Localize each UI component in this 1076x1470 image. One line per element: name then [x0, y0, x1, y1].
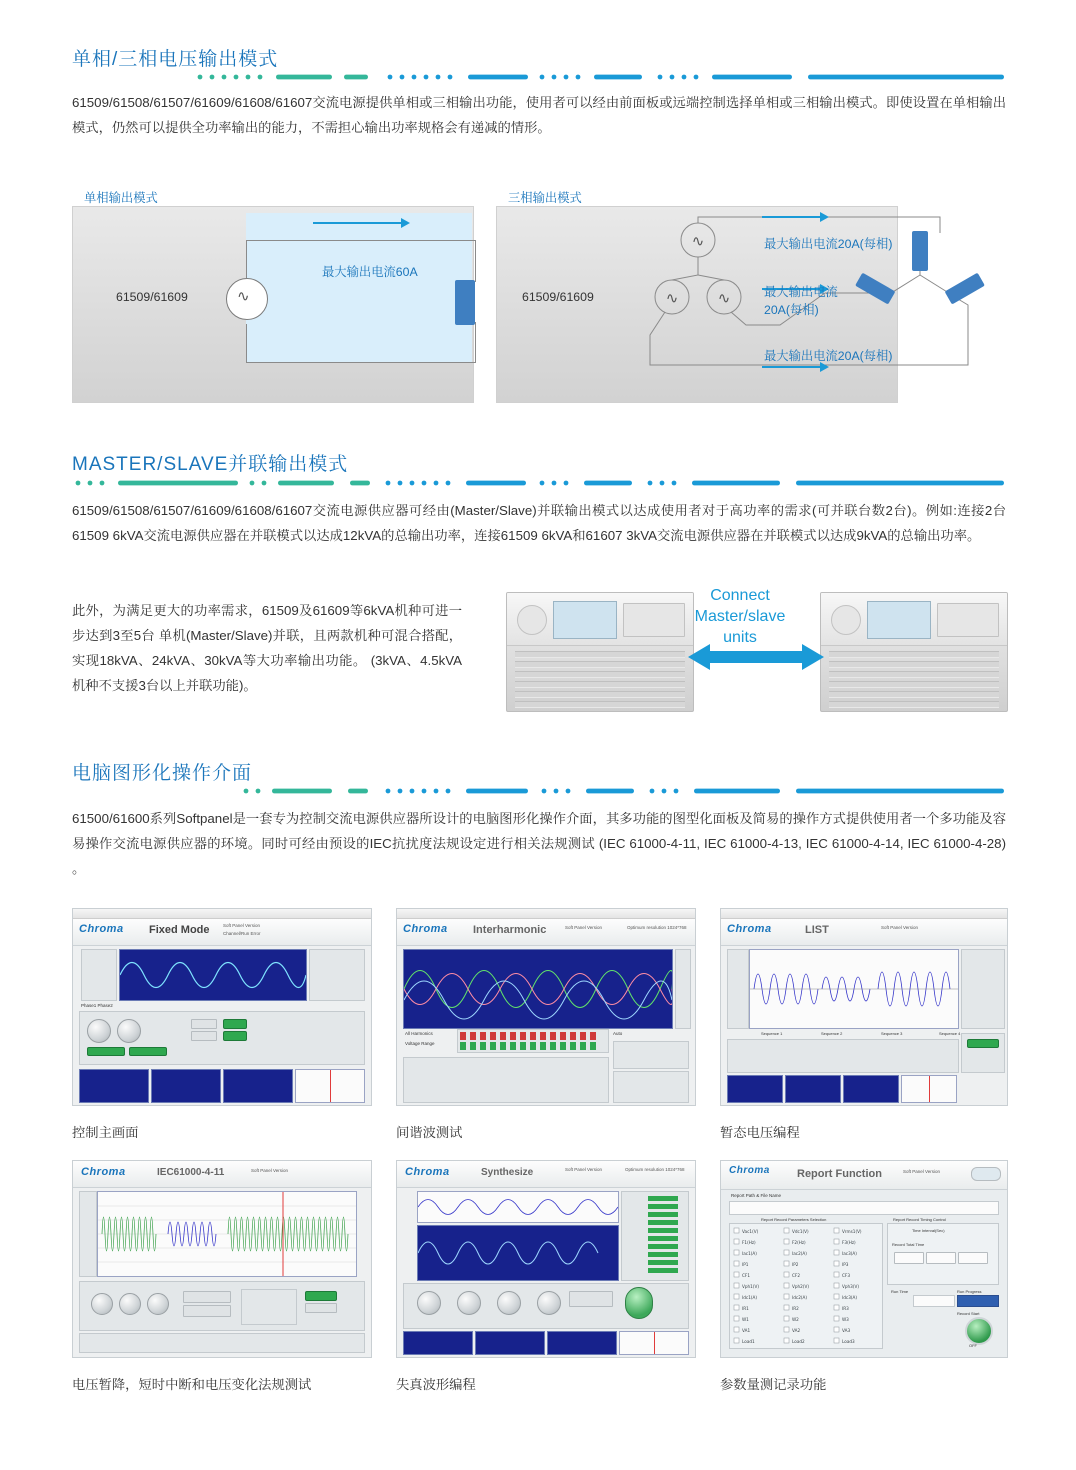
svg-text:Vph1(V): Vph1(V) [742, 1284, 759, 1289]
meter-plot-4 [619, 1331, 689, 1355]
meter-plot-1 [403, 1331, 473, 1355]
ac-source-unit-left [506, 592, 694, 712]
shot-field-version: Soft Panel Version [223, 923, 261, 928]
sequence-3-header: Sequence 3 [881, 1031, 903, 1036]
cursor-line [929, 1076, 930, 1102]
shot-field-resolution: Channel/Run Error [223, 931, 261, 936]
shot-field-version: Soft Panel Version [903, 1169, 941, 1174]
label-report-path: Report Path & File Name [731, 1193, 782, 1198]
total-time-minutes-input[interactable] [926, 1252, 956, 1264]
three-phase-arrow-line-3 [762, 366, 820, 368]
harmonic-list-panel[interactable] [621, 1191, 689, 1281]
run-button[interactable] [305, 1291, 337, 1301]
set-button[interactable] [129, 1047, 167, 1056]
shot-title: Fixed Mode [149, 924, 210, 936]
svg-text:VA3: VA3 [842, 1328, 851, 1333]
timing-control-panel[interactable] [887, 1223, 999, 1285]
shot-field-resolution: Optimum resolution 1024*768 [625, 1167, 685, 1172]
label-parameters-selection: Report Record Parameters Selection [761, 1217, 827, 1222]
shot-title: IEC61000-4-11 [157, 1167, 225, 1178]
connect-line-2: Master/slave [694, 608, 786, 625]
harmonic-table[interactable] [403, 1057, 609, 1103]
single-phase-wire-right-top [475, 240, 476, 282]
svg-text:CF3: CF3 [842, 1273, 850, 1278]
single-phase-wire-top [246, 240, 476, 241]
label-all-harmonics: Voltage Range [405, 1041, 435, 1046]
power-toggle[interactable] [625, 1287, 653, 1319]
bidirectional-connection-arrow [688, 640, 824, 674]
meter-plot-3 [547, 1331, 617, 1355]
single-phase-wire-right-bottom [475, 322, 476, 362]
softpanel-screenshot-synthesize [396, 1160, 696, 1358]
svg-text:CF2: CF2 [792, 1273, 800, 1278]
paragraph-master-slave-1: 61509/61508/61507/61609/61608/61607交流电源供应器可经由(Master/Slave)并联输出模式以达成使用者对于高功率的需求(可并联台数2台)。例如:连接2台61509 6kVA交流电源供应器在并联模式以达成12kVA的总输出功率，连接61509 6kVA和61607 3kVA交流电源供应器在并联模式以达成9kVA的总输出功率。 [72, 503, 1006, 543]
section-heading-softpanel: 电脑图形化操作介面 [72, 763, 253, 784]
paragraph-master-slave-2: 此外，为满足更大的功率需求，61509及61609等6kVA机种可进一步达到3至5台 单机(Master/Slave)并联，且两款机种可混合搭配，实现18kVA、24kVA、30kVA等大功率输出功能。 (3kVA、4.5kVA机种不支援3台以上并联功能)。 [72, 603, 462, 693]
frequency-knob[interactable] [117, 1019, 141, 1043]
unit-foot-left-2 [663, 711, 679, 712]
amplitude-knob[interactable] [417, 1291, 441, 1315]
meter-plot-3 [843, 1075, 899, 1103]
record-start-toggle[interactable] [965, 1317, 993, 1345]
three-phase-current-label-3: 最大输出电流20A(每相) [764, 349, 893, 363]
chroma-logo: Chroma [729, 1165, 770, 1176]
svg-text:Idc1(A): Idc1(A) [742, 1295, 757, 1300]
svg-text:IP3: IP3 [842, 1262, 849, 1267]
meter-plot-2 [151, 1069, 221, 1103]
softpanel-screenshot-list [720, 908, 1008, 1106]
divider-dots-1 [72, 72, 1004, 80]
caption-interharmonic: 间谐波测试 [396, 1125, 463, 1140]
unit-display-right [867, 601, 931, 639]
paragraph-softpanel: 61500/61600系列Softpanel是一套专为控制交流电源供应器所设计的电脑图形化操作介面，其多功能的图型化面板及简易的操作方式提供使用者一个多功能及容易操作交流电源供应器的环境。同时可经由预设的IEC抗扰度法规设定进行相关法规测试 (IEC 61000-4-11, IEC 61000-4-13, IEC 61000-4-14, IEC 61000-4-28) 。 [72, 811, 1006, 876]
svg-text:Vdc1(V): Vdc1(V) [792, 1229, 809, 1234]
meter-plot-1 [79, 1069, 149, 1103]
dips-setting-button[interactable] [183, 1291, 231, 1303]
svg-text:W2: W2 [792, 1317, 799, 1322]
three-phase-current-label-1: 最大输出电流20A(每相) [764, 237, 893, 251]
run-time-value [913, 1295, 955, 1307]
softpanel-screenshot-report-function [720, 1160, 1008, 1358]
paragraph-single-three-phase: 61509/61508/61507/61609/61608/61607交流电源提供单相或三相输出功能，使用者可以经由前面板或远端控制选择单相或三相输出模式。即使设置在单相输出模式，仍然可以提供全功率输出的能力，不需担心输出功率规格会有递减的情形。 [72, 95, 1006, 135]
caption-report-function: 参数量测记录功能 [720, 1377, 827, 1392]
meter-plot-3 [223, 1069, 293, 1103]
total-time-seconds-input[interactable] [958, 1252, 988, 1264]
chroma-logo: Chroma [403, 923, 448, 935]
svg-text:VA1: VA1 [742, 1328, 751, 1333]
shot-toolbar [397, 909, 695, 919]
label-timing-control: Report Record Timing Control [893, 1217, 946, 1222]
parameters-checklist-panel[interactable] [729, 1223, 883, 1349]
svg-text:Load1: Load1 [742, 1339, 755, 1344]
label-inter-harmonics: All Harmonics [405, 1031, 433, 1036]
caption-iec61000-4-11: 电压暂降，短时中断和电压变化法规测试 [72, 1377, 312, 1392]
label-voltage-range: Auto [613, 1031, 623, 1036]
single-phase-load [455, 280, 475, 325]
test-list-panel[interactable] [241, 1289, 297, 1325]
waveform-plot [119, 949, 307, 1001]
apply-button[interactable] [87, 1047, 125, 1056]
svg-text:Vph3(V): Vph3(V) [842, 1284, 859, 1289]
caption-list: 暂态电压编程 [720, 1125, 800, 1140]
chroma-logo: Chroma [81, 1166, 126, 1178]
svg-text:Load2: Load2 [792, 1339, 805, 1344]
label-run-time: Run Time [891, 1289, 909, 1294]
svg-text:∿: ∿ [691, 232, 705, 250]
cursor-line [330, 1070, 331, 1102]
shot-title: Interharmonic [473, 924, 547, 936]
phase-knob[interactable] [119, 1293, 141, 1315]
frequency-knob[interactable] [537, 1291, 561, 1315]
svg-text:∿: ∿ [665, 289, 679, 307]
amplitude-axis [79, 1191, 97, 1277]
connect-line-3: units [723, 629, 757, 646]
interrupt-setting-button[interactable] [183, 1305, 231, 1317]
sine-icon: ∿ [237, 288, 250, 305]
left-control-panel[interactable] [81, 949, 117, 1001]
dc-offset-knob[interactable] [497, 1291, 521, 1315]
voltage-knob[interactable] [91, 1293, 113, 1315]
unit-vents-right [829, 651, 999, 712]
shot-field-resolution: Optimum resolution 1024*768 [627, 925, 687, 930]
ac-source-unit-right [820, 592, 1008, 712]
svg-text:Idc3(A): Idc3(A) [842, 1295, 857, 1300]
record-toggle-state: OFF [969, 1343, 977, 1348]
three-phase-current-label-2b: 20A(每相) [764, 303, 819, 317]
svg-text:Iac2(A): Iac2(A) [792, 1251, 807, 1256]
back-button[interactable] [971, 1167, 1001, 1181]
duration-knob[interactable] [147, 1293, 169, 1315]
unit-knob-left [517, 605, 547, 635]
svg-text:∿: ∿ [717, 289, 731, 307]
axis-panel [727, 949, 749, 1029]
divider-dots-2 [72, 478, 1004, 486]
unit-keypad-left [623, 603, 685, 637]
shot-field-version: Soft Panel Version [251, 1168, 289, 1173]
voltage-range-panel[interactable] [613, 1041, 689, 1069]
svg-text:CF1: CF1 [742, 1273, 750, 1278]
unit-vents-left [515, 651, 685, 712]
unit-foot-left-1 [521, 711, 537, 712]
phase-tabs[interactable] [81, 1003, 113, 1008]
connect-line-1: Connect [710, 587, 770, 604]
shot-field-version: Soft Panel Version [565, 925, 603, 930]
chroma-logo: Chroma [727, 923, 772, 935]
single-phase-wire-bottom [246, 362, 476, 363]
shot-toolbar [721, 909, 1007, 919]
unit-keypad-right [937, 603, 999, 637]
softpanel-screenshot-iec61000-4-11 [72, 1160, 372, 1358]
unit-knob-right [831, 605, 861, 635]
harmonics-bar-panel[interactable] [457, 1029, 609, 1053]
svg-text:Vrms1(V): Vrms1(V) [842, 1229, 862, 1234]
svg-text:W1: W1 [742, 1317, 749, 1322]
svg-text:IP2: IP2 [792, 1262, 799, 1267]
cursor-line [654, 1332, 655, 1354]
caption-synthesize: 失真波形编程 [396, 1377, 476, 1392]
report-path-input[interactable] [729, 1201, 999, 1215]
meter-plot-1 [727, 1075, 783, 1103]
phase1-tab[interactable]: Phase1 [81, 1003, 97, 1008]
shot-title: LIST [805, 924, 829, 936]
shot-title: Synthesize [481, 1167, 534, 1178]
svg-text:Vph2(V): Vph2(V) [792, 1284, 809, 1289]
label-record-start: Record Start [957, 1311, 980, 1316]
voltage-knob[interactable] [87, 1019, 111, 1043]
section-heading-master-slave: MASTER/SLAVE并联输出模式 [72, 454, 349, 475]
output-status-button[interactable] [569, 1291, 613, 1307]
unit-display-left [553, 601, 617, 639]
meter-plot-2 [475, 1331, 545, 1355]
phase-knob[interactable] [457, 1291, 481, 1315]
single-phase-arrow-head [401, 218, 410, 228]
output-off-button[interactable] [223, 1031, 247, 1041]
svg-text:Iac3(A): Iac3(A) [842, 1251, 857, 1256]
three-phase-diagram-title: 三相输出模式 [508, 191, 582, 205]
section-heading-single-three-phase: 单相/三相电压输出模式 [72, 49, 279, 70]
svg-text:F2(Hz): F2(Hz) [792, 1240, 806, 1245]
scale-panel[interactable] [675, 949, 691, 1029]
numeric-display-panel [613, 1071, 689, 1103]
single-phase-wire-left-top [246, 240, 247, 278]
svg-text:IR1: IR1 [742, 1306, 749, 1311]
caption-fixed-mode: 控制主画面 [72, 1125, 139, 1140]
single-phase-diagram-title: 单相输出模式 [84, 191, 158, 205]
sequence-4-header: Sequence 4 [939, 1031, 961, 1036]
unit-foot-right-1 [835, 711, 851, 712]
shot-toolbar [73, 909, 371, 919]
three-phase-arrow-head-1 [820, 212, 829, 222]
unit-foot-right-2 [977, 711, 993, 712]
label-record-total-time: Record Total Time [892, 1242, 925, 1247]
svg-text:F3(Hz): F3(Hz) [842, 1240, 856, 1245]
sequence-1-header: Sequence 1 [761, 1031, 783, 1036]
phase2-tab[interactable]: Phase2 [97, 1003, 113, 1008]
chroma-logo: Chroma [79, 923, 124, 935]
right-control-panel[interactable] [309, 949, 365, 1001]
single-phase-arrow-line [313, 222, 401, 224]
label-time-interval: Time Interval(Sec) [912, 1228, 945, 1233]
list-waveform-plot [749, 949, 959, 1029]
svg-text:Vac1(V): Vac1(V) [742, 1229, 759, 1234]
softpanel-screenshot-interharmonic [396, 908, 696, 1106]
meter-plot-2 [785, 1075, 841, 1103]
svg-text:F1(Hz): F1(Hz) [742, 1240, 756, 1245]
label-run-progress: Run Progress [957, 1289, 982, 1294]
status-bar-panel [79, 1333, 365, 1353]
svg-text:Idc2(A): Idc2(A) [792, 1295, 807, 1300]
range-button[interactable] [191, 1019, 217, 1029]
three-phase-current-label-2a: 最大输出电流 [764, 285, 838, 299]
svg-text:IP1: IP1 [742, 1262, 749, 1267]
shot-title: Report Function [797, 1168, 882, 1180]
chroma-logo: Chroma [405, 1166, 450, 1178]
softpanel-screenshot-fixed-mode [72, 908, 372, 1106]
svg-text:Load3: Load3 [842, 1339, 855, 1344]
stop-button[interactable] [305, 1303, 337, 1313]
run-progress-bar [957, 1295, 999, 1307]
svg-text:IR2: IR2 [792, 1306, 799, 1311]
dips-waveform-plot [97, 1191, 357, 1277]
single-phase-wire-left-bottom [246, 324, 247, 362]
single-phase-highlight [246, 213, 472, 363]
three-phase-arrow-line-1 [762, 216, 820, 218]
mode-button[interactable] [191, 1031, 217, 1041]
single-phase-current-label: 最大输出电流60A [322, 265, 418, 279]
total-time-hours-input[interactable] [894, 1252, 924, 1264]
single-phase-model-label: 61509/61609 [116, 290, 188, 304]
output-on-button[interactable] [223, 1019, 247, 1029]
sequence-2-header: Sequence 2 [821, 1031, 843, 1036]
harmonic-waveform-plot [403, 949, 673, 1029]
meter-plot-4 [295, 1069, 365, 1103]
svg-text:W3: W3 [842, 1317, 849, 1322]
list-settings-panel[interactable] [961, 949, 1005, 1029]
svg-text:VA2: VA2 [792, 1328, 801, 1333]
list-start-button[interactable] [967, 1039, 999, 1048]
three-phase-model-label: 61509/61609 [522, 290, 594, 304]
shot-field-version: Soft Panel Version [881, 925, 919, 930]
divider-dots-3 [72, 786, 1004, 794]
svg-text:Iac1(A): Iac1(A) [742, 1251, 757, 1256]
meter-plot-4 [901, 1075, 957, 1103]
synth-waveform-plot [417, 1225, 619, 1281]
sequence-table[interactable] [727, 1039, 959, 1073]
svg-text:IR3: IR3 [842, 1306, 849, 1311]
shot-field-version: Soft Panel Version [565, 1167, 603, 1172]
synth-preview-plot [417, 1191, 619, 1223]
